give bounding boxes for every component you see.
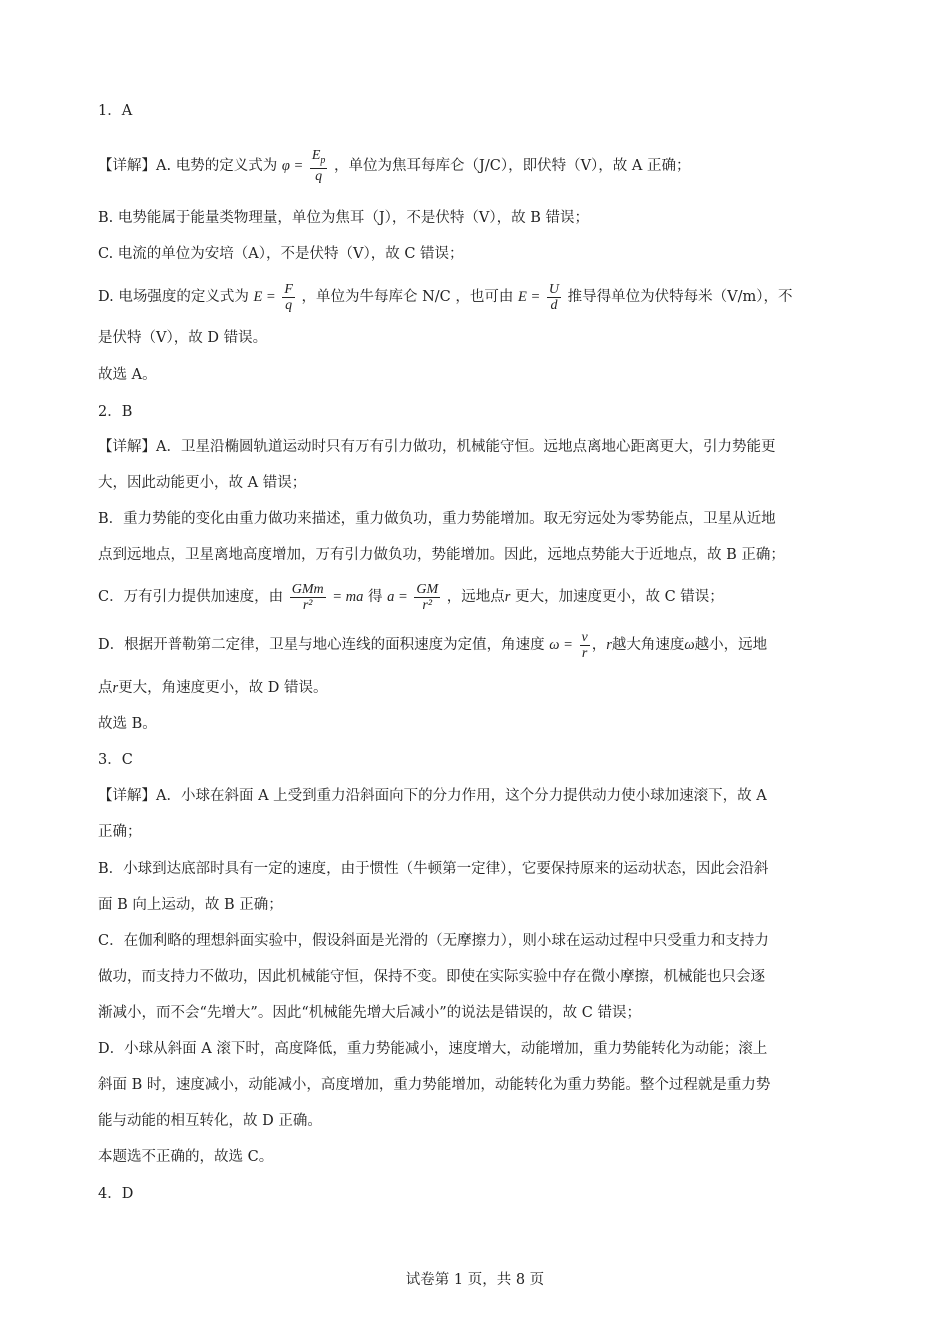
q2-d-num: v: [581, 629, 588, 645]
q1-phi-sub: p: [320, 154, 326, 166]
q2-c-num1: GMm: [291, 581, 324, 597]
q2-c-prefix: C．万有引力提供加速度，由: [98, 589, 284, 605]
q2-answer: 2．B: [98, 404, 133, 420]
q2-c-den1: r²: [302, 597, 313, 613]
q1-e-num1: F: [284, 281, 293, 297]
q3-answer: 3．C: [98, 752, 133, 768]
q2-option-a-line2: 大，因此动能更小，故 A 错误；: [98, 475, 307, 491]
q2-c-den2: r²: [422, 597, 433, 613]
q1-e-eq1: E =: [253, 289, 276, 305]
q4-answer: 4．D: [98, 1186, 134, 1202]
q2-c-num2: GM: [416, 581, 439, 597]
q1-option-d: [98, 280, 858, 314]
q2-c-middle1: 得: [367, 589, 383, 605]
q3-option-c-line1: C．在伽利略的理想斜面实验中，假设斜面是光滑的（无摩擦力），则小球在运动过程中只受重力和支持力: [98, 933, 769, 949]
q3-option-a-line2: 正确；: [98, 824, 142, 840]
q3-option-d-line1: D．小球从斜面 A 滚下时，高度降低，重力势能减小，速度增大，动能增加，重力势能转化为动能；滚上: [98, 1041, 768, 1057]
q3-option-c-line3: 渐减小，而不会“先增大”。因此“机械能先增大后减小”的说法是错误的，故 C 错误；: [98, 1005, 641, 1021]
q2-d-l2-prefix: 点: [98, 680, 113, 696]
q1-e-den1: q: [285, 297, 293, 313]
q1-e-eq2: E =: [518, 289, 541, 305]
q2-d-omega: ω: [684, 637, 695, 653]
q1-a-suffix: ，单位为焦耳每库仑（J/C），即伏特（V），故 A 正确；: [334, 157, 691, 174]
q1-e-fraction-1: [282, 282, 295, 313]
q2-d-middle: ，: [591, 637, 607, 653]
q2-c-eq2: a =: [387, 589, 408, 605]
q2-option-a-line1: 【详解】A．卫星沿椭圆轨道运动时只有万有引力做功，机械能守恒。远地点离地心距离更大，引力势能更: [98, 439, 776, 455]
q2-d-den: r: [581, 645, 588, 661]
q2-c-fraction-1: [290, 582, 326, 613]
q2-conclusion: 故选 B。: [98, 716, 157, 732]
q1-a-prefix: 【详解】A. 电势的定义式为: [98, 157, 278, 174]
q3-option-b-line2: 面 B 向上运动，故 B 正确；: [98, 897, 283, 913]
q2-d-fraction: [580, 630, 590, 661]
q2-option-d-line2: [98, 678, 858, 698]
page-footer: 试卷第 1 页，共 8 页: [405, 1272, 545, 1288]
q3-option-d-line2: 斜面 B 时，速度减小，动能减小，高度增加，重力势能增加，动能转化为重力势能。整个过程就是重力势: [98, 1077, 771, 1093]
q3-option-c-line2: 做功，而支持力不做功，因此机械能守恒，保持不变。即使在实际实验中存在微小摩擦，机械能也只会逐: [98, 969, 765, 985]
q1-d-suffix: 推导得单位为伏特每米（V/m），不: [567, 289, 793, 305]
q2-c-r: r: [504, 589, 511, 605]
q2-d-prefix: D．根据开普勒第二定律，卫星与地心连线的面积速度为定值，角速度: [98, 637, 545, 653]
q3-conclusion: 本题选不正确的，故选 C。: [98, 1149, 274, 1165]
q1-phi-fraction: [310, 148, 328, 184]
q1-e-den2: d: [550, 297, 558, 313]
q2-option-c: [98, 580, 858, 614]
q3-option-d-line3: 能与动能的相互转化，故 D 正确。: [98, 1113, 322, 1129]
q2-d-r: r: [606, 637, 612, 653]
q2-c-eq1: = ma: [332, 589, 364, 605]
q2-d-l2-suffix: 更大，角速度更小，故 D 错误。: [118, 680, 328, 696]
q1-phi-num: E: [311, 148, 321, 163]
q2-d-suffix: 越小，远地: [694, 637, 768, 653]
q2-d-l2-r: r: [112, 680, 119, 696]
q3-option-a-line1: 【详解】A．小球在斜面 A 上受到重力沿斜面向下的分力作用，这个分力提供动力使小球加速滚下，故 A: [98, 788, 767, 804]
q3-option-b-line1: B．小球到达底部时具有一定的速度，由于惯性（牛顿第一定律），它要保持原来的运动状态，因此会沿斜: [98, 861, 769, 877]
q1-option-b: B. 电势能属于能量类物理量，单位为焦耳（J），不是伏特（V），故 B 错误；: [98, 210, 590, 226]
q2-option-b-line1: B．重力势能的变化由重力做功来描述，重力做负功，重力势能增加。取无穷远处为零势能点，卫星从近地: [98, 511, 776, 527]
q2-c-suffix: 更大，加速度更小，故 C 错误；: [515, 589, 724, 605]
q1-d-middle: ，单位为牛每库仑 N/C ，也可由: [301, 289, 514, 305]
q1-option-a: [98, 148, 858, 184]
q2-d-eq: ω =: [549, 637, 573, 653]
q1-d-prefix: D. 电场强度的定义式为: [98, 289, 249, 305]
q1-e-fraction-2: [547, 282, 561, 313]
q1-e-num2: U: [548, 281, 560, 297]
q2-c-middle2: ，远地点: [446, 589, 505, 605]
q2-d-middle2: 越大角速度: [611, 637, 685, 653]
q2-option-b-line2: 点到远地点，卫星离地高度增加，万有引力做负功，势能增加。因此，远地点势能大于近地点，故 B 正确；: [98, 547, 785, 563]
q1-answer: 1．A: [98, 103, 133, 119]
q1-conclusion: 故选 A。: [98, 367, 157, 383]
q1-phi-den: q: [315, 168, 323, 184]
q1-option-d-line2: 是伏特（V），故 D 错误。: [98, 330, 268, 346]
q2-option-d: [98, 628, 858, 662]
q2-c-fraction-2: [414, 582, 440, 613]
q1-phi-eq: φ =: [281, 157, 304, 174]
q1-option-c: C. 电流的单位为安培（A），不是伏特（V），故 C 错误；: [98, 246, 464, 262]
